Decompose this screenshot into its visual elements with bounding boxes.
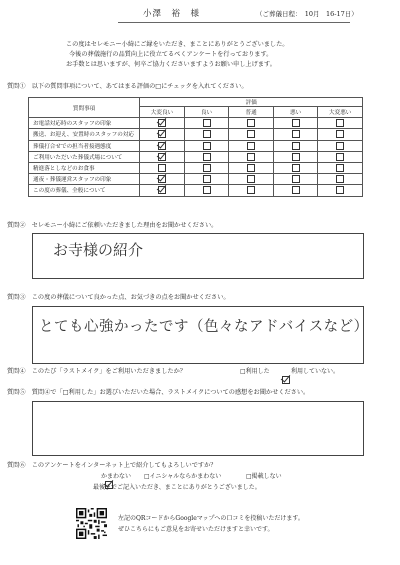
header-underline [118,22,350,23]
rating-checkbox[interactable] [336,164,344,172]
rating-cell [229,185,274,196]
q3-answer: とても心強かったです（色々なアドバイスなど） [39,319,369,335]
question-item: お電話対応時のスタッフの印象 [29,118,140,129]
intro-line-3: お手数とは思いますが、何卒ご協力くださいますようお願い申し上げます。 [66,61,276,68]
rating-checkbox[interactable] [336,130,344,138]
rating-cell [184,129,229,140]
rating-checkbox[interactable] [292,142,300,150]
table-row [29,118,363,129]
rating-checkbox[interactable] [158,186,166,194]
rating-checkbox[interactable] [292,186,300,194]
rating-checkbox[interactable] [247,119,255,127]
intro-line-1: この度はセレモニー小綺にご縁をいただき、まことにありがとうございました。 [66,41,289,48]
table-row [29,151,363,162]
q6-option-no[interactable]: □掲載しない [246,473,282,480]
qr-code-icon[interactable] [76,508,107,539]
rating-cell [273,185,318,196]
rating-checkbox[interactable] [203,153,211,161]
q6-option-ok[interactable]: かまわない [101,473,132,480]
col-rating-header: 評価 [140,98,363,107]
table-row [29,162,363,173]
rating-cell [229,129,274,140]
rating-cell [318,174,363,185]
rating-checkbox[interactable] [247,130,255,138]
question-item: 搬送、お迎え、安置時のスタッフの対応 [29,129,140,140]
rating-cell [229,140,274,151]
rating-cell [273,118,318,129]
intro-line-2: 今後の葬儀施行の品質向上に役立てるべくアンケートを行っております。 [69,51,273,58]
rating-header: 大変良い [140,107,185,118]
q4-option-used[interactable]: □利用した [240,368,270,375]
rating-checkbox[interactable] [292,130,300,138]
rating-checkbox[interactable] [247,142,255,150]
rating-cell [318,185,363,196]
rating-cell [318,140,363,151]
rating-checkbox[interactable] [247,186,255,194]
rating-cell [229,118,274,129]
table-row [29,185,363,196]
q3-answer-box[interactable] [32,306,369,364]
rating-cell [273,162,318,173]
footer-line-1: 左記のQRコードからGoogleマップへの口コミを投稿いただけます。 [118,515,304,522]
rating-header: 良い [184,107,229,118]
question-item: 精進落としなどのお食事 [29,162,140,173]
rating-checkbox[interactable] [203,142,211,150]
rating-cell [273,140,318,151]
rating-checkbox[interactable] [203,119,211,127]
rating-header: 普通 [229,107,274,118]
customer-name: 小澤 裕 様 [143,9,201,19]
q5-answer-box[interactable] [32,401,364,456]
rating-cell [140,151,185,162]
q5-label: 質問⑤ 質問④で「□利用した」お選びいただいた場合、ラストメイクについての感想をお聞かせください。 [7,389,310,396]
rating-cell [273,174,318,185]
question-item: ご利用いただいた葬儀式場について [29,151,140,162]
rating-checkbox[interactable] [336,186,344,194]
table-row [29,174,363,185]
q1-label: 質問① 以下の質問事項について、あてはまる評価の□にチェックを入れてください。 [7,83,248,90]
rating-checkbox[interactable] [336,119,344,127]
rating-header: 大変悪い [318,107,363,118]
rating-cell [140,185,185,196]
rating-cell [184,174,229,185]
rating-cell [184,118,229,129]
table-row [29,140,363,151]
rating-checkbox[interactable] [247,175,255,183]
q4-label: 質問④ このたび「ラストメイク」をご利用いただきましたか？ [7,368,186,375]
rating-checkbox[interactable] [292,153,300,161]
rating-checkbox[interactable] [292,175,300,183]
rating-checkbox[interactable] [203,175,211,183]
q2-answer-box[interactable] [32,233,364,279]
q3-label: 質問③ この度の葬儀について良かった点、お気づきの点をお聞かせください。 [7,294,230,301]
rating-cell [229,162,274,173]
rating-cell [229,174,274,185]
rating-table [28,97,363,197]
question-item: この度の葬儀、全般について [29,185,140,196]
rating-checkbox[interactable] [247,164,255,172]
rating-checkbox[interactable] [203,130,211,138]
rating-cell [229,151,274,162]
rating-cell [318,162,363,173]
rating-checkbox[interactable] [336,153,344,161]
rating-checkbox[interactable] [336,175,344,183]
rating-checkbox[interactable] [292,119,300,127]
rating-checkbox[interactable] [247,153,255,161]
rating-checkbox[interactable] [158,153,166,161]
rating-header: 悪い [273,107,318,118]
rating-cell [184,151,229,162]
rating-cell [273,129,318,140]
q2-answer: お寺様の紹介 [53,241,144,259]
q6-label: 質問⑥ このアンケートをインターネット上で紹介してもよろしいですか？ [7,462,217,469]
footer-line-2: ぜひこちらにもご意見をお寄せいただけますと幸いです。 [118,526,274,533]
rating-cell [273,151,318,162]
q4-option-not-used-checkbox[interactable] [282,376,290,384]
q2-label: 質問② セレモニー小綺にご依頼いただきました理由をお聞かせください。 [7,222,218,229]
rating-cell [184,140,229,151]
table-row [29,129,363,140]
rating-checkbox[interactable] [336,142,344,150]
q6-option-initial[interactable]: □イニシャルならかまわない [144,473,222,480]
rating-cell [184,185,229,196]
q4-option-not-used[interactable]: 利用していない。 [291,368,340,375]
funeral-date: （ご葬儀日程： 10月 16-17日） [256,10,358,18]
rating-checkbox[interactable] [292,164,300,172]
rating-cell [318,129,363,140]
question-item: 葬儀打合せでの担当者接遇態度 [29,140,140,151]
q6-thanks: 最後までご記入いただき、まことにありがとうございました。 [93,484,261,491]
rating-cell [184,162,229,173]
rating-cell [318,151,363,162]
col-item-header: 質問事項 [29,98,140,118]
rating-checkbox[interactable] [203,186,211,194]
rating-cell [318,118,363,129]
rating-checkbox[interactable] [203,164,211,172]
question-item: 通夜・葬儀運営スタッフの印象 [29,174,140,185]
